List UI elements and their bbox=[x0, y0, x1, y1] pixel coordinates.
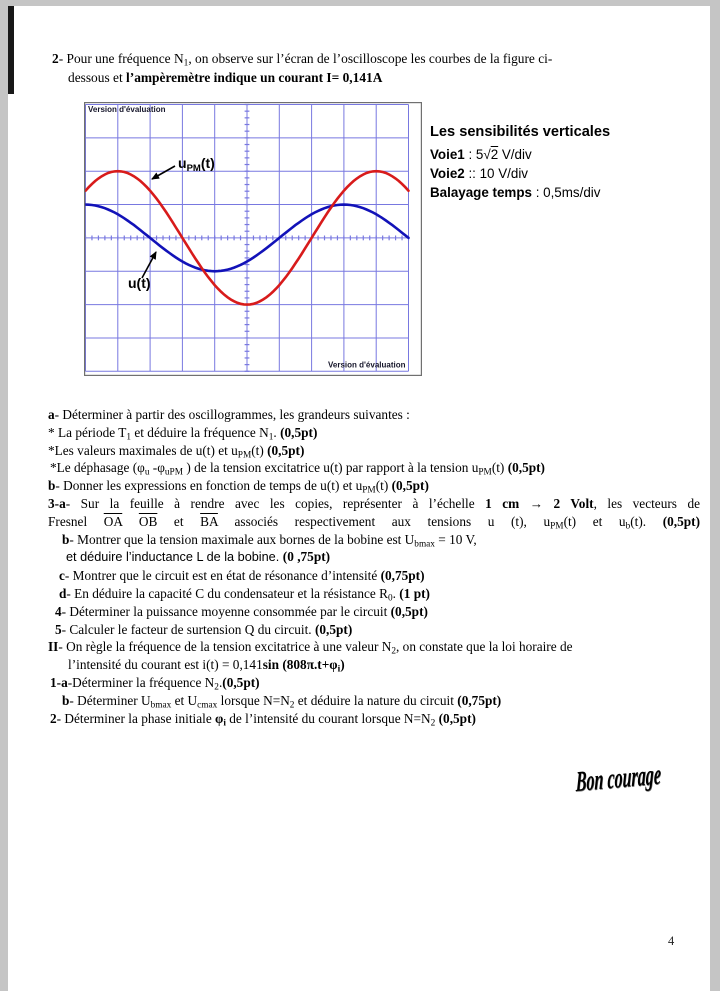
svg-text:Version d'évaluation: Version d'évaluation bbox=[328, 360, 406, 370]
svg-text:u(t): u(t) bbox=[128, 275, 151, 291]
text-line: Fresnel $\overline{OA}$ $\overline{OB}$ et $\overline{BA}$ associés respectivement aux tensions u (t), $u_{PM}(t)$ et $u_b(t)$. (0,5pt) bbox=[48, 513, 701, 532]
svg-text:Version d'évaluation: Version d'évaluation bbox=[88, 105, 166, 114]
text-line: *Les valeurs maximales de u(t) et $u_{PM}(t)$ (0,5pt) bbox=[48, 442, 305, 461]
text-line: 2- Déterminer la phase initiale $\varphi_i$ de l’intensité du courant lorsque $N=N_2$ (0,5pt) bbox=[50, 710, 476, 729]
text-line: b- Donner les expressions en fonction de temps de u(t) et $u_{PM}(t)$ (0,5pt) bbox=[48, 478, 429, 496]
text-line: Voie1 : 5√2 V/div bbox=[430, 147, 532, 162]
text-line: l’intensité du courant est i(t) = 0,141sin $(808\pi.t+\varphi_i)$ bbox=[68, 657, 345, 675]
text-line: et déduire l’inductance L de la bobine. (0 ,75pt) bbox=[66, 549, 331, 565]
sensitivities-title: Les sensibilités verticales bbox=[430, 124, 611, 140]
text-line: 4- Déterminer la puissance moyenne consommée par le circuit (0,5pt) bbox=[55, 603, 428, 619]
page-number: 4 bbox=[668, 934, 675, 948]
text-line: c- Montrer que le circuit est en état de résonance d’intensité (0,75pt) bbox=[59, 568, 425, 584]
text-line: 5- Calculer le facteur de surtension Q du circuit. (0,5pt) bbox=[55, 621, 353, 637]
sensitivities-panel bbox=[430, 124, 710, 202]
text-line: dessous et l’ampèremètre indique un courant I= 0,141A bbox=[68, 70, 383, 85]
closing-note: Bon courage bbox=[575, 758, 662, 798]
text-line: Balayage temps : 0,5ms/div bbox=[430, 185, 601, 200]
oscilloscope-figure bbox=[84, 102, 422, 376]
text-line: b- Déterminer $U_{bmax}$ et $U_{cmax}$ lorsque $N=N_2$ et déduire la nature du circuit (0,75pt) bbox=[62, 692, 502, 711]
text-line: d- En déduire la capacité C du condensateur et la résistance $R_0$. (1 pt) bbox=[59, 585, 430, 604]
svg-text:uPM(t): $u_{PM}(t)$ bbox=[178, 155, 215, 174]
text-line: 2- Pour une fréquence $N_1$, on observe sur l’écran de l’oscilloscope les courbes de la figure ci- bbox=[52, 51, 553, 69]
sensitivities-lines bbox=[430, 145, 710, 202]
text-line: * La période $T_1$ et déduire la fréquence $N_1$. (0,5pt) bbox=[48, 424, 318, 443]
intro-paragraph bbox=[52, 49, 680, 87]
text-line: a- Déterminer à partir des oscillogrammes, les grandeurs suivantes : bbox=[48, 407, 410, 422]
text-line: *Le déphasage ($\varphi_u$ $-\varphi_{uPM}$ ) de la tension excitatrice u(t) par rapport à la tension $u_{PM}(t)$ (0,5pt) bbox=[50, 460, 545, 478]
text-line: 1-a-Déterminer la fréquence $N_2.(0,5pt)$ bbox=[50, 674, 260, 693]
text-line: II- On règle la fréquence de la tension excitatrice à une valeur $N_2$, on constate que la loi horaire de bbox=[48, 639, 573, 657]
document-page bbox=[8, 6, 710, 991]
scan-shadow-strip bbox=[8, 6, 14, 94]
text-line: Voie2 :: 10 V/div bbox=[430, 166, 528, 181]
text-line: 3-a- Sur la feuille à rendre avec les copies, représenter à l’échelle 1 cm → 2 Volt, les vecteurs de bbox=[48, 495, 701, 511]
questions-block bbox=[48, 406, 700, 727]
text-line: b- Montrer que la tension maximale aux bornes de la bobine est $U_{bmax} = 10$ V, bbox=[62, 531, 477, 550]
